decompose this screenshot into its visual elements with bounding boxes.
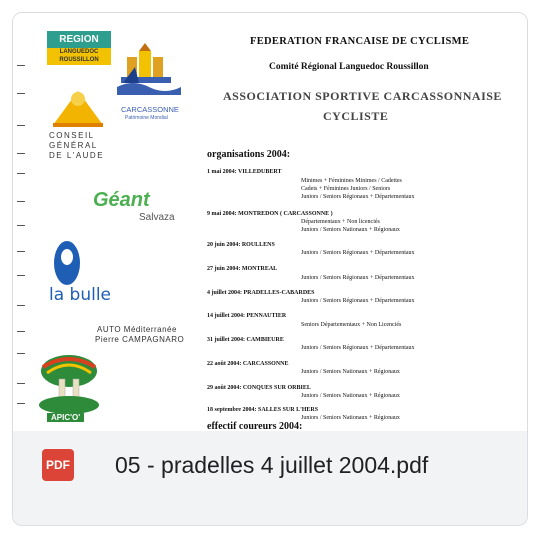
pierre-campagnaro-text: Pierre CAMPAGNARO <box>95 335 185 344</box>
event-detail: Cadets + Féminines Juniors / Seniors <box>301 186 391 192</box>
event-detail: Seniors Départementaux + Non Licenciés <box>301 322 402 328</box>
woman-silhouette-icon <box>45 235 105 287</box>
geant-logo-subtext: Salvaza <box>139 212 175 223</box>
event-detail: Juniors / Seniors Régionaux + Départementaux <box>301 345 415 351</box>
file-name[interactable]: 05 - pradelles 4 juillet 2004.pdf <box>115 452 429 478</box>
association-title-line1: ASSOCIATION SPORTIVE CARCASSONNAISE <box>223 89 502 103</box>
event-title: 18 septembre 2004: SALLES SUR L'HERS <box>207 407 319 413</box>
event-title: 31 juillet 2004: CAMBIEURE <box>207 337 284 343</box>
association-title-line2: CYCLISTE <box>323 109 389 123</box>
geant-logo-text: Géant <box>93 189 150 211</box>
auto-mediterranee-text: AUTO Méditerranée <box>97 325 177 334</box>
pdf-file-icon: PDF <box>42 449 74 481</box>
event-detail: Juniors / Seniors Régionaux + Départementaux <box>301 250 415 256</box>
region-logo <box>47 31 111 65</box>
carcassonne-logo <box>113 43 185 125</box>
event-detail: Juniors / Seniors Régionaux + Départementaux <box>301 298 415 304</box>
event-detail: Juniors / Seniors Nationaux + Régionaux <box>301 369 400 375</box>
geant-logo <box>89 189 181 229</box>
event-title: 9 mai 2004: MONTREDON ( CARCASSONNE ) <box>207 211 333 217</box>
comite-title: Comité Régional Languedoc Roussillon <box>269 62 429 72</box>
sun-pyramid-icon <box>47 85 109 129</box>
event-detail: Juniors / Seniors Nationaux + Régionaux <box>301 393 400 399</box>
event-detail: Juniors / Seniors Régionaux + Départementaux <box>301 194 415 200</box>
event-title: 1 mai 2004: VILLEDUBERT <box>207 169 282 175</box>
event-title: 20 juin 2004: ROULLENS <box>207 242 275 248</box>
event-title: 22 août 2004: CARCASSONNE <box>207 361 289 367</box>
event-title: 14 juillet 2004: PENNAUTIER <box>207 313 287 319</box>
conseil-general-logo-text: CONSEIL GÉNÉRAL DE L'AUDE <box>49 131 105 160</box>
region-logo-bottom: LANGUEDOC ROUSSILLON <box>47 48 111 65</box>
pdf-preview[interactable] <box>13 13 528 431</box>
event-title: 29 août 2004: CONQUES SUR ORBIEL <box>207 385 311 391</box>
carcassonne-logo-text: CARCASSONNE <box>121 105 179 114</box>
effectif-heading: effectif coureurs 2004: <box>207 421 303 432</box>
event-title: 27 juin 2004: MONTREAL <box>207 266 278 272</box>
apico-logo-text: APIC'O' <box>47 413 84 422</box>
apico-logo <box>37 353 101 427</box>
event-detail: Juniors / Seniors Nationaux + Régionaux <box>301 227 400 233</box>
event-detail: Juniors / Seniors Nationaux + Régionaux <box>301 415 400 421</box>
organisations-heading: organisations 2004: <box>207 149 291 160</box>
castle-icon <box>113 43 185 105</box>
event-detail: Départementaux + Non licenciés <box>301 219 380 225</box>
event-title: 4 juillet 2004: PRADELLES-CABARDES <box>207 290 315 296</box>
event-detail: Minimes + Féminines Minimes / Cadettes <box>301 178 402 184</box>
la-bulle-logo-text: la bulle <box>49 285 112 305</box>
carcassonne-logo-subtext: Patrimoine Mondial <box>125 115 168 121</box>
region-logo-top: REGION <box>47 31 111 48</box>
la-bulle-logo <box>45 235 112 313</box>
tree-icon <box>37 353 101 415</box>
conseil-general-logo <box>47 85 109 165</box>
federation-title: FEDERATION FRANCAISE DE CYCLISME <box>250 36 470 47</box>
event-detail: Juniors / Seniors Régionaux + Départementaux <box>301 275 415 281</box>
